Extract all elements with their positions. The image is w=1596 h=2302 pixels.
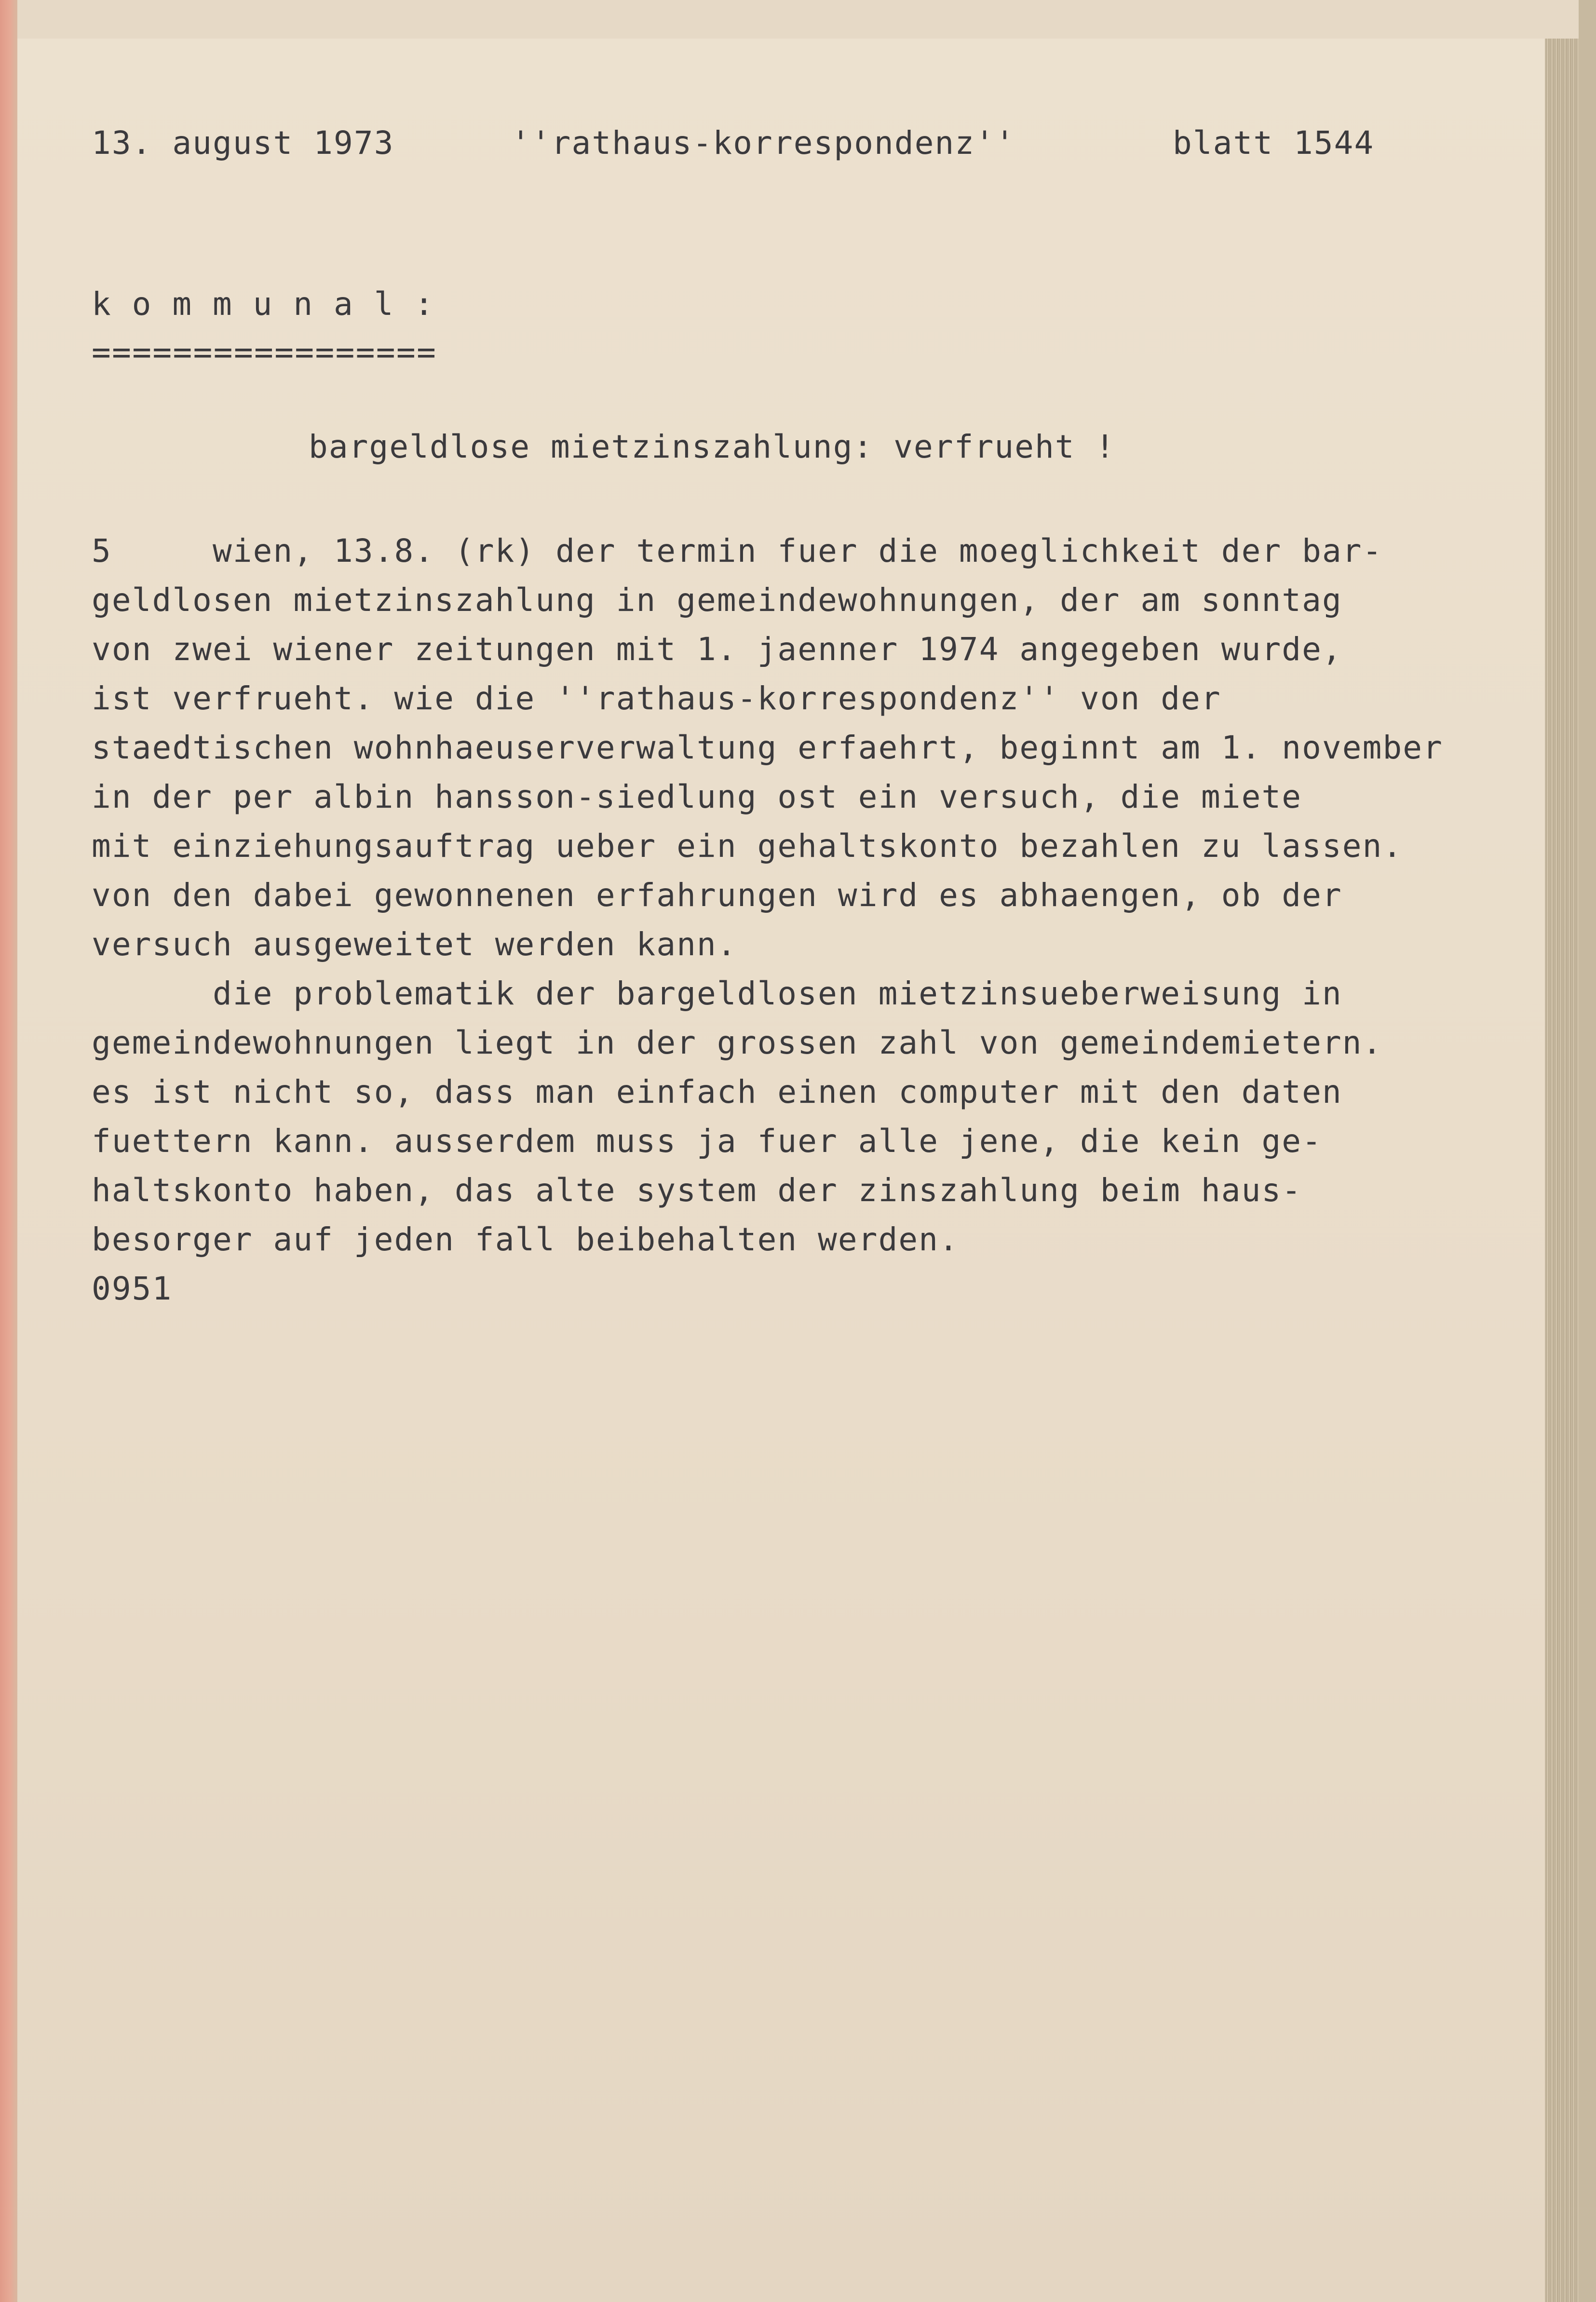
scan-background-right bbox=[1579, 0, 1596, 2302]
header-sheet-number: blatt 1544 bbox=[1173, 124, 1375, 162]
article-line: fuettern kann. ausserdem muss ja fuer alle jene, die kein ge- bbox=[92, 1123, 1322, 1160]
binding-edge bbox=[0, 0, 17, 2302]
article-line: gemeindewohnungen liegt in der grossen zahl von gemeindemietern. bbox=[92, 1024, 1383, 1061]
section-title: k o m m u n a l : bbox=[92, 285, 435, 323]
article-line: besorger auf jeden fall beibehalten werden. bbox=[92, 1221, 959, 1258]
article-line: von zwei wiener zeitungen mit 1. jaenner 1974 angegeben wurde, bbox=[92, 631, 1342, 668]
article-line: 5 wien, 13.8. (rk) der termin fuer die moeglichkeit der bar- bbox=[92, 532, 1383, 569]
article-line: von den dabei gewonnenen erfahrungen wird es abhaengen, ob der bbox=[92, 877, 1342, 914]
article-line: es ist nicht so, dass man einfach einen computer mit den daten bbox=[92, 1073, 1342, 1110]
article-line: haltskonto haben, das alte system der zinszahlung beim haus- bbox=[92, 1172, 1302, 1209]
page-stack-edge bbox=[1545, 39, 1579, 2302]
article-line: versuch ausgeweitet werden kann. bbox=[92, 926, 737, 963]
article-line: geldlosen mietzinszahlung in gemeindewohnungen, der am sonntag bbox=[92, 582, 1342, 619]
section-underline: ================= bbox=[92, 334, 437, 371]
article-code: 0951 bbox=[92, 1270, 173, 1307]
header-publication: ''rathaus-korrespondenz'' bbox=[511, 124, 1015, 162]
article-line: staedtischen wohnhaeuserverwaltung erfaehrt, beginnt am 1. november bbox=[92, 729, 1443, 766]
header-date: 13. august 1973 bbox=[92, 124, 394, 162]
article-line: in der per albin hansson-siedlung ost ein versuch, die miete bbox=[92, 778, 1302, 815]
scan-background-top bbox=[17, 0, 1579, 39]
article-headline: bargeldlose mietzinszahlung: verfrueht ! bbox=[309, 428, 1116, 465]
article-line: die problematik der bargeldlosen mietzinsueberweisung in bbox=[92, 975, 1342, 1012]
article-line: mit einziehungsauftrag ueber ein gehaltskonto bezahlen zu lassen. bbox=[92, 827, 1403, 865]
article-line: ist verfrueht. wie die ''rathaus-korrespondenz'' von der bbox=[92, 680, 1221, 717]
